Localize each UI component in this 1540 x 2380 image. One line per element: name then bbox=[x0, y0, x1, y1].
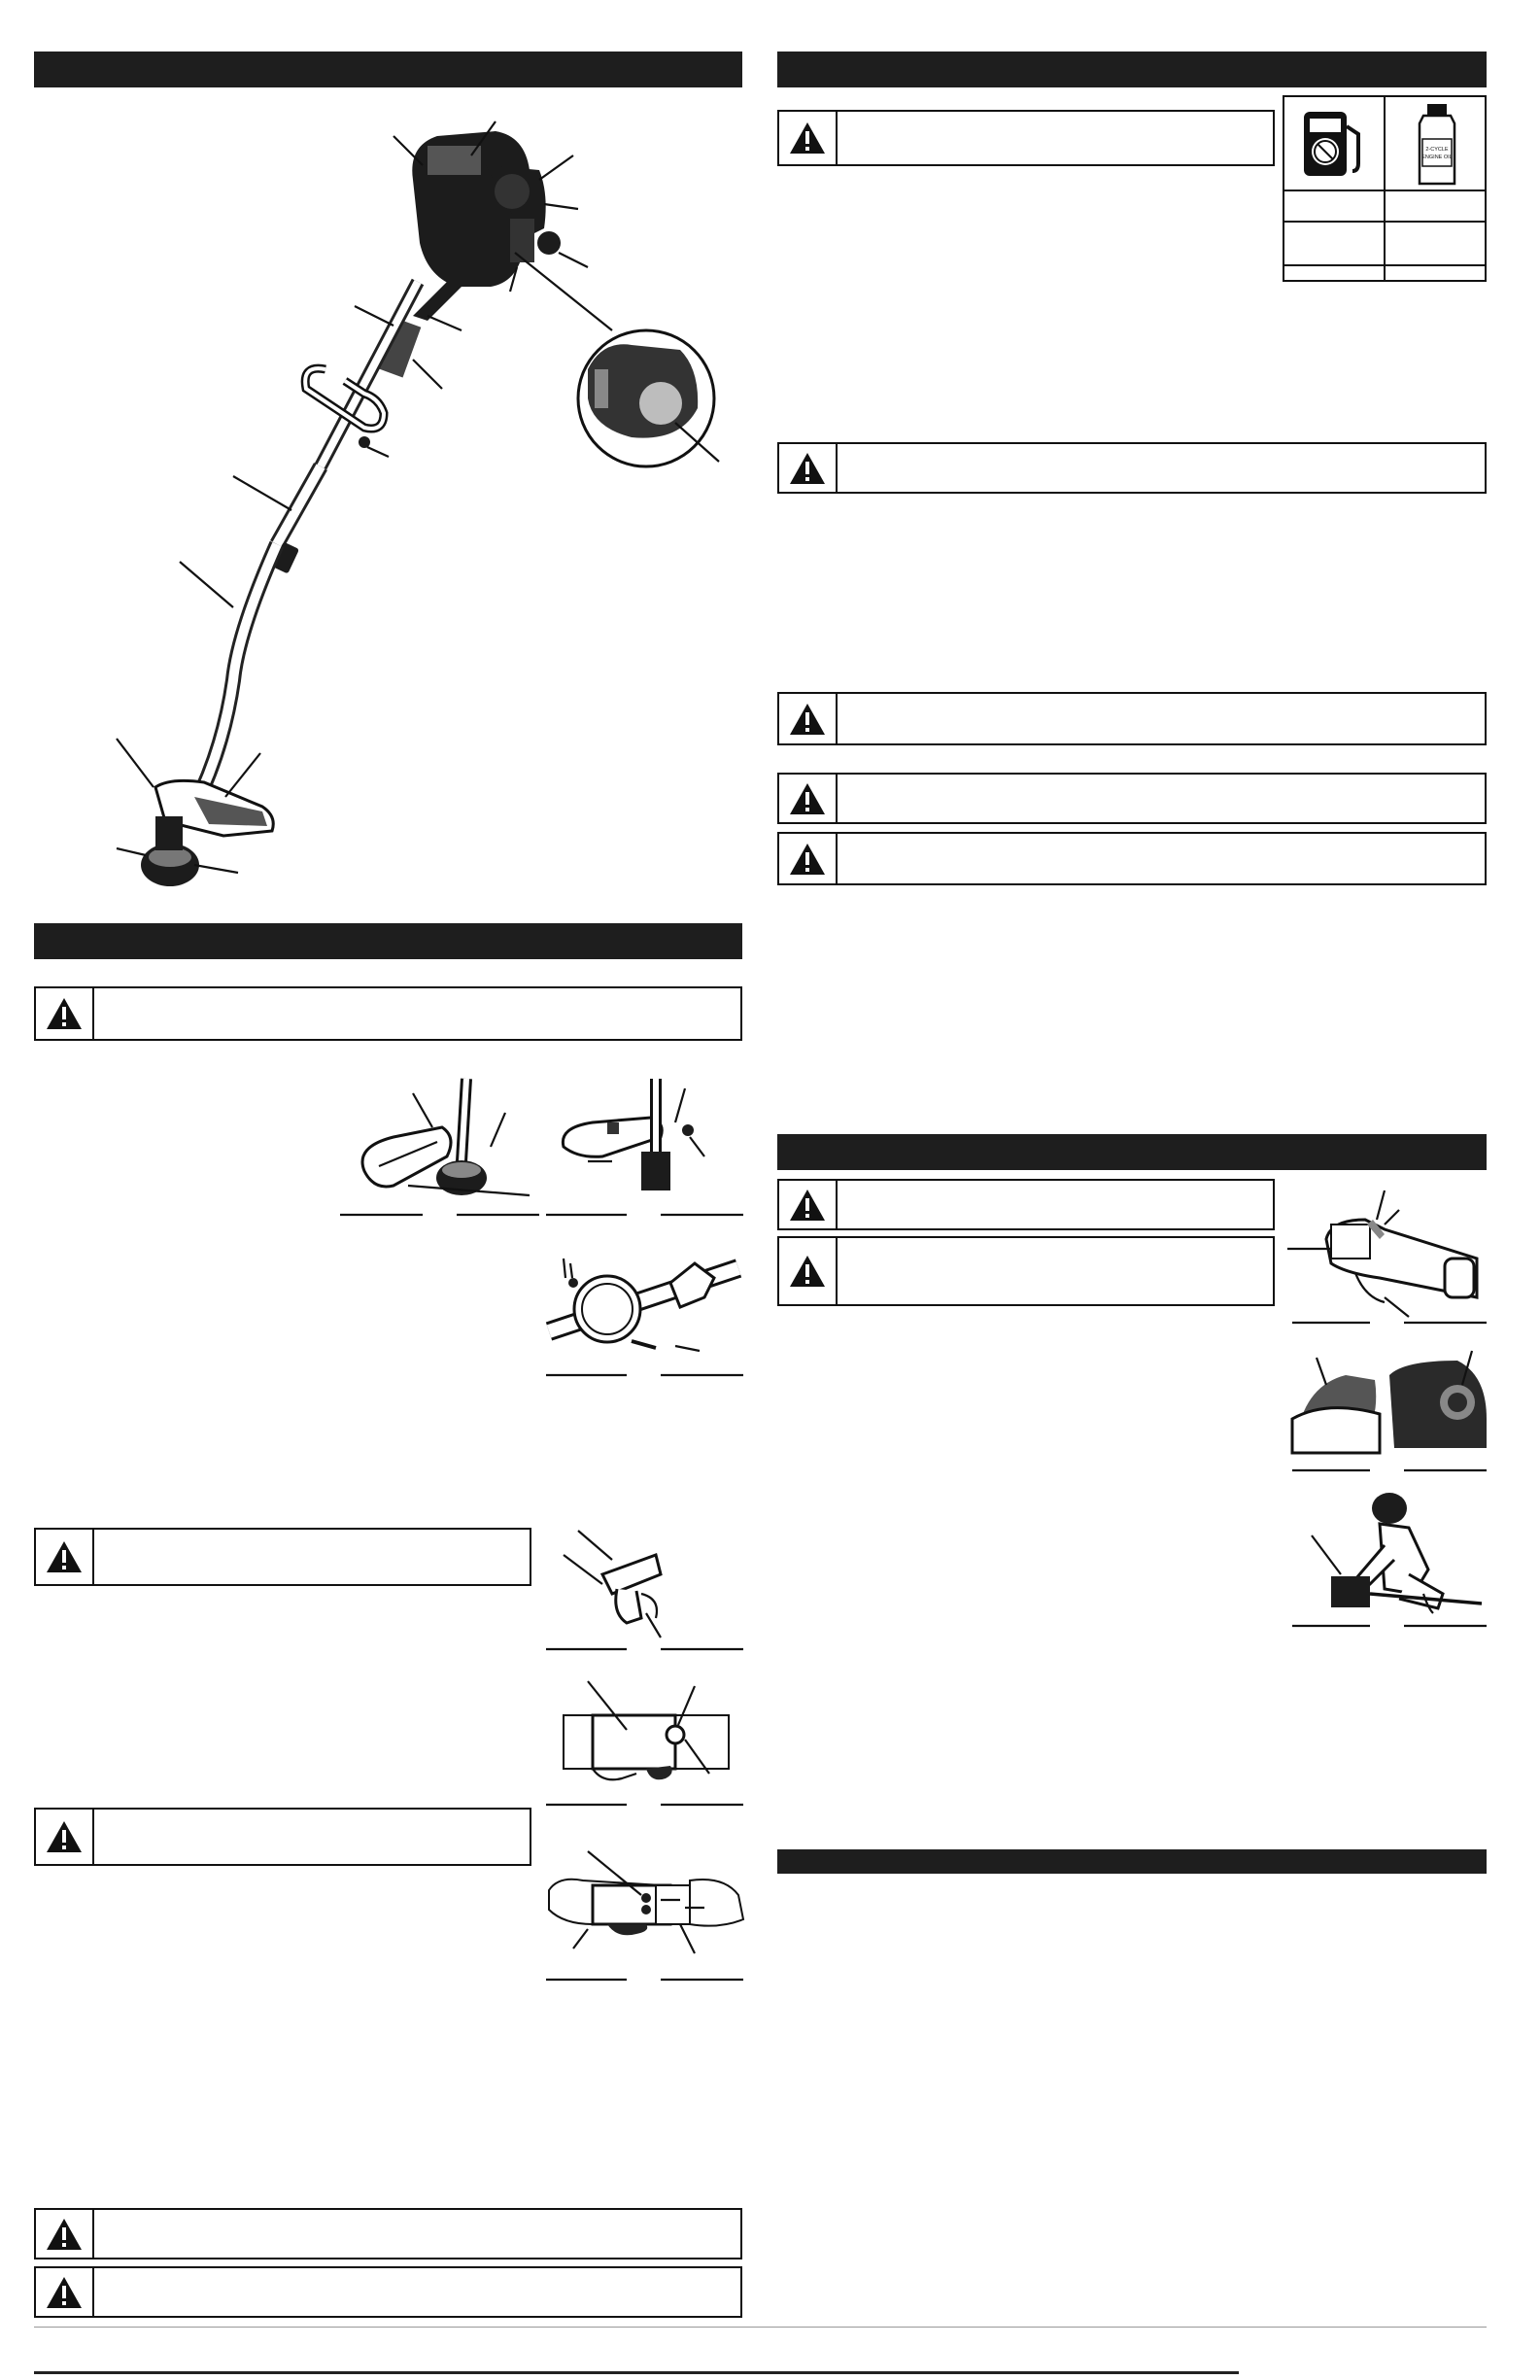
figure-throttle-handle bbox=[1287, 1181, 1491, 1327]
warning-triangle-icon bbox=[46, 2276, 83, 2309]
figure-guard-attach bbox=[335, 1069, 544, 1224]
warning-triangle-icon bbox=[789, 703, 826, 736]
figure-coupler-closeup bbox=[544, 1676, 748, 1812]
warning-triangle-icon bbox=[46, 1820, 83, 1853]
section-header-starting bbox=[777, 1134, 1487, 1170]
warning-triangle-icon bbox=[46, 997, 83, 1030]
table-row bbox=[1284, 264, 1485, 266]
fuel-pump-no-smoking-icon bbox=[1296, 107, 1374, 183]
warning-box-assembly bbox=[34, 986, 742, 1041]
warning-box-bottom-1 bbox=[34, 2208, 742, 2259]
warning-triangle-icon bbox=[789, 1189, 826, 1222]
warning-triangle-icon bbox=[789, 121, 826, 155]
figure-choke-primer bbox=[1287, 1346, 1491, 1477]
warning-box-fueling-3 bbox=[777, 832, 1487, 885]
warning-box-starting-1 bbox=[777, 1179, 1275, 1230]
fuel-mix-table bbox=[1283, 95, 1487, 282]
figure-starting-position bbox=[1287, 1487, 1491, 1633]
figure-handle-knob bbox=[544, 1521, 748, 1657]
table-row bbox=[1284, 190, 1485, 191]
warning-triangle-icon bbox=[789, 843, 826, 876]
warning-triangle-icon bbox=[46, 1540, 83, 1573]
warning-box-coupler bbox=[34, 1808, 531, 1866]
warning-triangle-icon bbox=[789, 452, 826, 485]
warning-box-starting-2 bbox=[777, 1236, 1275, 1306]
table-row bbox=[1284, 221, 1485, 223]
warning-triangle-icon bbox=[789, 782, 826, 815]
two-cycle-oil-bottle-icon bbox=[1406, 102, 1469, 188]
section-header-fuel-and-oil bbox=[777, 52, 1487, 87]
warning-box-bottom-2 bbox=[34, 2266, 742, 2318]
oil-label-line1: 2-CYCLE bbox=[1425, 147, 1449, 153]
warning-box-fueling-2 bbox=[777, 773, 1487, 824]
figure-coupler-insert bbox=[544, 1842, 748, 1987]
footer-divider bbox=[34, 2327, 1487, 2328]
section-header-operating bbox=[777, 1849, 1487, 1874]
bottom-rule bbox=[34, 2371, 1239, 2374]
figure-guard-screws bbox=[544, 1069, 748, 1224]
section-header-assembly bbox=[34, 923, 742, 959]
warning-box-handle bbox=[34, 1528, 531, 1586]
figure-attachment-coupler bbox=[544, 1239, 748, 1385]
warning-box-fuel bbox=[777, 110, 1275, 166]
warning-box-mixing bbox=[777, 442, 1487, 494]
warning-box-fueling-1 bbox=[777, 692, 1487, 745]
oil-label-line2: ENGINE OIL bbox=[1421, 155, 1453, 160]
warning-triangle-icon bbox=[789, 1255, 826, 1288]
table-divider bbox=[1384, 97, 1386, 280]
warning-triangle-icon bbox=[46, 2218, 83, 2251]
